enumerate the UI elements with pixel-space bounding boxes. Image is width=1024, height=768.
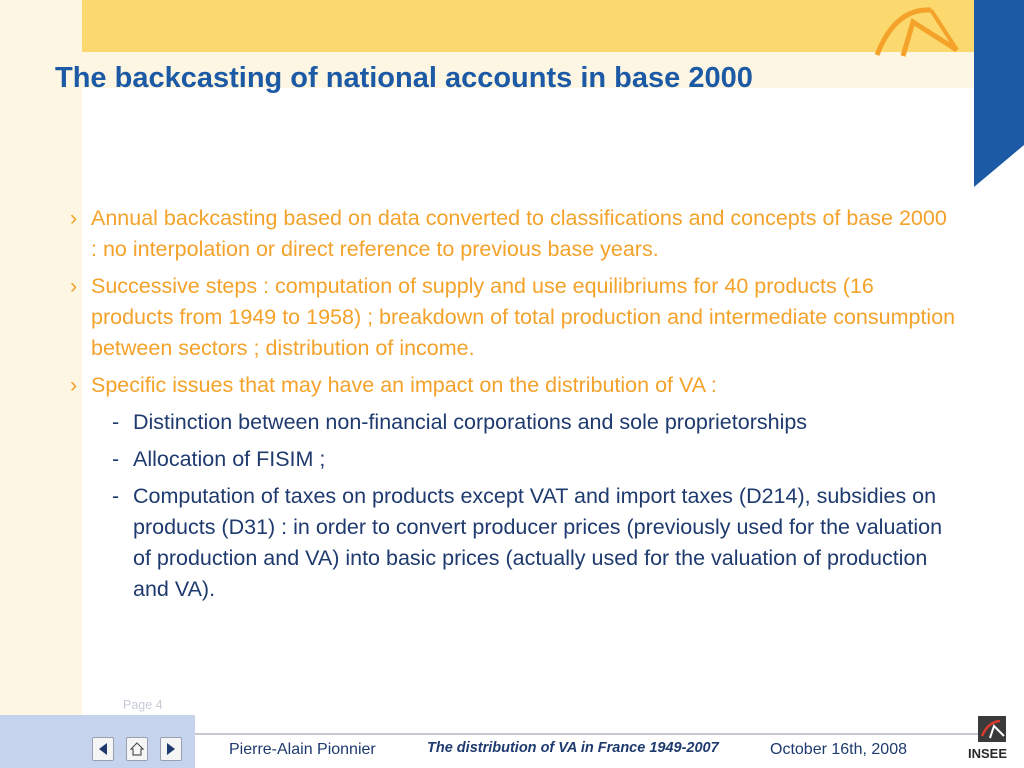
prev-slide-button[interactable] xyxy=(92,737,114,761)
page-title: The backcasting of national accounts in base 2000 xyxy=(55,62,753,94)
home-icon xyxy=(130,742,144,756)
footer-presentation-title: The distribution of VA in France 1949-2007 xyxy=(427,740,719,756)
home-button[interactable] xyxy=(126,737,148,761)
insee-logo-icon xyxy=(966,716,1016,764)
bullet-text: Successive steps : computation of supply and use equilibriums for 40 products (16 products from 1949 to 1958) ; breakdown of total production and intermediate consumption between sectors ; distribution of income. xyxy=(91,274,956,360)
sub-bullet-item xyxy=(66,444,956,475)
bullet-item xyxy=(66,271,956,364)
bullet-marker: › xyxy=(70,206,78,230)
footer-divider xyxy=(195,733,987,735)
footer-author: Pierre-Alain Pionnier xyxy=(229,741,376,758)
sub-bullet-marker: - xyxy=(112,447,120,471)
insee-logo-text: INSEE xyxy=(968,746,1008,761)
sub-bullet-text: Computation of taxes on products except VAT and import taxes (D214), subsidies on products (D31) : in order to convert producer prices (previously used for the valuation of production and VA) into basic prices (actually used for the valuation of production and VA). xyxy=(133,484,943,601)
sub-bullet-marker: - xyxy=(112,484,120,508)
next-slide-button[interactable] xyxy=(160,737,182,761)
slide-content xyxy=(66,203,956,611)
footer-date: October 16th, 2008 xyxy=(770,741,907,758)
bullet-text: Annual backcasting based on data converted to classifications and concepts of base 2000 : no interpolation or direct reference to previous base years. xyxy=(91,206,947,261)
sub-bullet-marker: - xyxy=(112,410,120,434)
page-number: Page 4 xyxy=(123,698,163,712)
bullet-item xyxy=(66,370,956,401)
sub-bullet-text: Allocation of FISIM ; xyxy=(133,447,326,471)
bullet-marker: › xyxy=(70,373,78,397)
right-arrow-icon xyxy=(165,742,177,756)
left-arrow-icon xyxy=(97,742,109,756)
bullet-text: Specific issues that may have an impact on the distribution of VA : xyxy=(91,373,717,397)
bullet-marker: › xyxy=(70,274,78,298)
top-decorative-band xyxy=(82,0,977,52)
sub-bullet-text: Distinction between non-financial corporations and sole proprietorships xyxy=(133,410,808,434)
blue-corner-decoration xyxy=(974,0,1024,190)
header-logo-icon xyxy=(865,0,965,70)
bullet-item xyxy=(66,203,956,265)
sub-bullet-item xyxy=(66,407,956,438)
sub-bullet-item xyxy=(66,481,956,605)
